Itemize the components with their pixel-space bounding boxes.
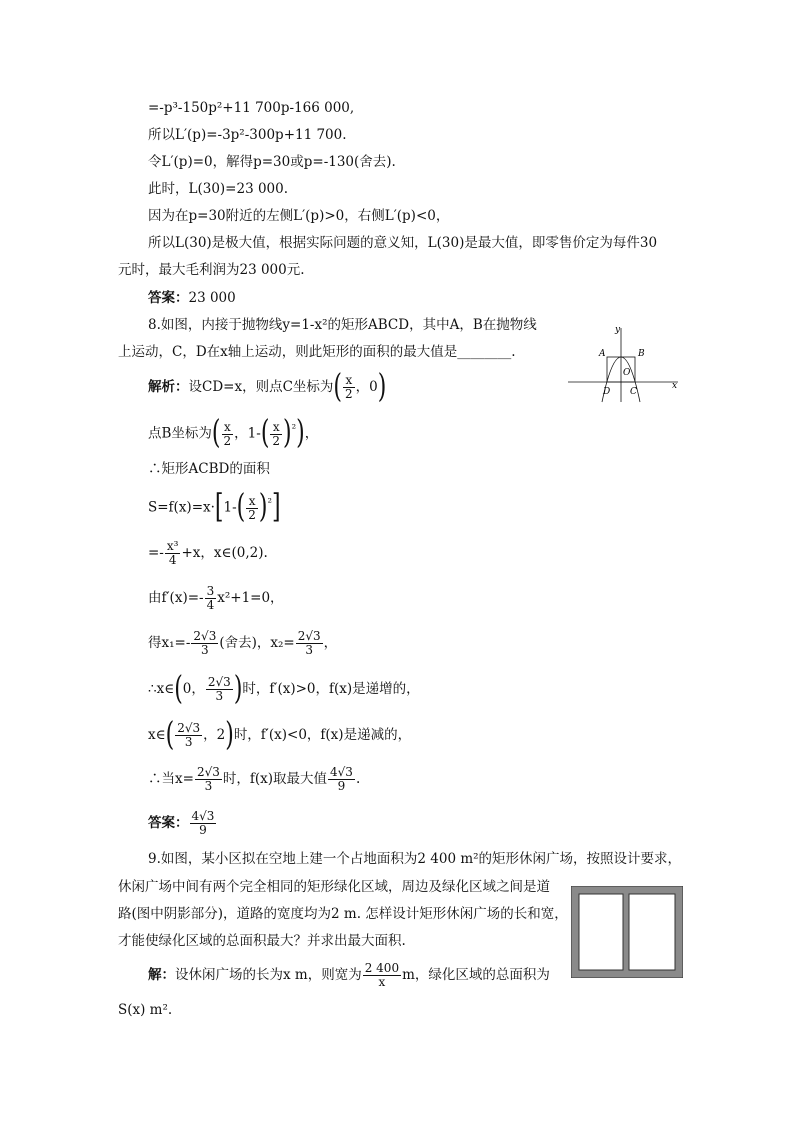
frac-num: 4√3 bbox=[330, 765, 353, 779]
text: ∴x∈ bbox=[148, 681, 175, 697]
solution-line: S=f(x)=x·[1-( $\frac{x}{2}$ )$^{^2}$] bbox=[148, 488, 281, 526]
frac-num: 2 400 bbox=[364, 961, 400, 975]
answer-label: 答案： bbox=[148, 290, 189, 306]
text-line: 所以L(30)是极大值，根据实际问题的意义知，L(30)是最大值，即零售价定为每件30 bbox=[148, 235, 658, 251]
solution-label: 解析： bbox=[148, 379, 189, 395]
solution-line bbox=[148, 585, 284, 612]
frac-den: 2 bbox=[223, 433, 232, 448]
solution-label: 解： bbox=[148, 967, 175, 983]
text-line: 此时，L(30)=23 000. bbox=[148, 181, 289, 197]
text: (舍去)，x₂= bbox=[219, 635, 295, 651]
solution-line: ∴当x= $\frac{2√3}{3}$ 时，f(x)取最大值 $\frac{4√3}{9}$ . bbox=[148, 765, 361, 793]
text: ∴当x= bbox=[148, 771, 194, 787]
frac-den: 9 bbox=[337, 779, 346, 793]
origin-label: O bbox=[623, 368, 631, 378]
answer-value: 23 000 bbox=[188, 290, 236, 306]
text: . bbox=[355, 771, 361, 787]
frac-num: 4√3 bbox=[191, 809, 215, 823]
text-line: 元时，最大毛利润为23 000元. bbox=[118, 262, 305, 278]
text: 1- bbox=[223, 499, 237, 516]
text: ² bbox=[267, 496, 273, 509]
frac-den: 9 bbox=[199, 823, 207, 837]
text: +x，x∈(0,2). bbox=[181, 545, 268, 561]
text: x∈ bbox=[148, 727, 166, 743]
frac-den: 4 bbox=[168, 553, 177, 567]
point-c-label: C bbox=[630, 387, 637, 397]
text: 得x₁=- bbox=[148, 635, 191, 651]
answer-line bbox=[148, 810, 217, 837]
solution-line: 得x₁=- $\frac{2√3}{3}$ (舍去)，x₂= $\frac{2√3}{3}$ ， bbox=[148, 629, 338, 657]
text: m，绿化区域的总面积为 bbox=[402, 967, 550, 983]
question-9-line2: 休闲广场中间有两个完全相同的矩形绿化区域，周边及绿化区域之间是道 bbox=[118, 879, 550, 895]
text: 设休闲广场的长为x m，则宽为 bbox=[175, 967, 362, 983]
question-9-line4: 才能使绿化区域的总面积最大？并求出最大面积. bbox=[118, 933, 406, 949]
solution-line: S(x) m². bbox=[118, 1002, 173, 1018]
text: ，2 bbox=[203, 727, 226, 743]
solution-line bbox=[148, 962, 550, 989]
frac-num: 2√3 bbox=[193, 629, 217, 643]
frac-num: x bbox=[343, 374, 355, 388]
frac-den: x bbox=[378, 975, 386, 989]
frac-num: x bbox=[222, 421, 234, 435]
text: ，1- bbox=[234, 425, 261, 442]
text-line: 令L′(p)=0，解得p=30或p=-130(舍去). bbox=[148, 154, 396, 170]
solution-line: 点B坐标为( $\frac{x}{2}$ ，1-( $\frac{x}{2}$ )$^{^2}$)， bbox=[148, 414, 319, 452]
solution-line bbox=[148, 540, 268, 567]
text: x²+1=0， bbox=[217, 590, 284, 606]
question-8-line1: 8.如图，内接于抛物线y=1-x²的矩形ABCD，其中A，B在抛物线 bbox=[148, 317, 537, 333]
parabola-figure bbox=[566, 322, 680, 404]
text-line: =-p³-150p²+11 700p-166 000, bbox=[148, 100, 355, 116]
text: 由f′(x)=- bbox=[148, 590, 204, 606]
plaza-figure bbox=[571, 886, 683, 978]
frac-den: 2 bbox=[345, 387, 353, 401]
frac-num: 3 bbox=[206, 584, 215, 598]
point-b-label: B bbox=[638, 349, 645, 359]
text: 0， bbox=[182, 681, 205, 697]
green-area-left bbox=[579, 894, 623, 970]
text: 设CD=x，则点C坐标为 bbox=[188, 379, 334, 395]
text: ² bbox=[291, 422, 297, 435]
text: S=f(x)=x· bbox=[148, 499, 215, 516]
text: 时，f′(x)>0，f(x)是递增的， bbox=[242, 681, 420, 697]
text: 时，f(x)取最大值 bbox=[222, 771, 328, 787]
solution-line: ∴x∈(0， $\frac{2√3}{3}$ )时，f′(x)>0，f(x)是递增的， bbox=[148, 670, 420, 708]
text-line: 所以L′(p)=-3p²-300p+11 700. bbox=[148, 127, 347, 143]
green-area-right bbox=[629, 894, 675, 970]
text: ， bbox=[323, 635, 338, 651]
solution-line: ∴矩形ACBD的面积 bbox=[148, 461, 270, 477]
text: 时，f′(x)<0，f(x)是递减的， bbox=[233, 727, 412, 743]
text: =- bbox=[148, 545, 164, 561]
point-a-label: A bbox=[599, 349, 606, 359]
text: ，0 bbox=[355, 379, 378, 395]
question-9-line3: 路(图中阴影部分)，道路的宽度均为2 m. 怎样设计矩形休闲广场的长和宽， bbox=[118, 906, 568, 922]
point-d-label: D bbox=[603, 387, 611, 397]
frac-den: 3 bbox=[201, 643, 209, 657]
answer-line bbox=[148, 289, 236, 307]
x-label: x bbox=[672, 381, 678, 391]
frac-den: 4 bbox=[206, 598, 215, 612]
solution-line: 解析：设CD=x，则点C坐标为( $\frac{x}{2}$ ，0) bbox=[148, 368, 387, 406]
question-8-line2: 上运动，C，D在x轴上运动，则此矩形的面积的最大值是________. bbox=[118, 344, 516, 360]
frac-num: x³ bbox=[166, 539, 179, 553]
answer-label: 答案： bbox=[148, 815, 189, 831]
y-label: y bbox=[615, 325, 621, 335]
text-line: 因为在p=30附近的左侧L′(p)>0，右侧L′(p)<0， bbox=[148, 208, 450, 224]
text: 点B坐标为 bbox=[148, 425, 212, 442]
solution-line: x∈( $\frac{2√3}{3}$ ，2)时，f′(x)<0，f(x)是递减的， bbox=[148, 716, 412, 754]
question-9-line1: 9.如图，某小区拟在空地上建一个占地面积为2 400 m²的矩形休闲广场，按照设计要求， bbox=[148, 851, 682, 867]
